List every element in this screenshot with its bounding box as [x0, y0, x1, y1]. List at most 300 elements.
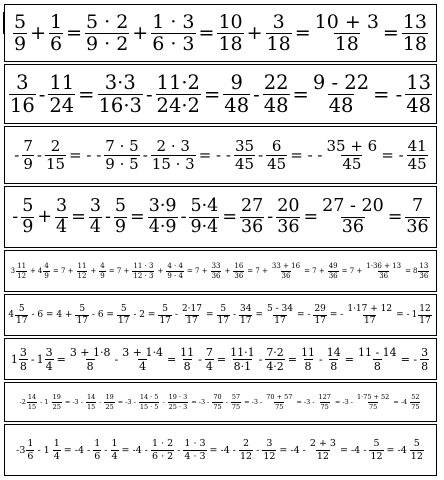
numerator: 52: [411, 393, 420, 401]
denominator: 4: [56, 216, 68, 237]
operator: -: [232, 310, 237, 320]
mixed-number: [412, 305, 433, 326]
equation-3: [12, 136, 428, 173]
whole-part: 8: [412, 267, 418, 275]
numerator: 1: [49, 10, 63, 33]
fraction-body: [405, 73, 432, 115]
fraction-body: [229, 347, 256, 372]
operator: =: [78, 82, 95, 106]
fraction-body: [321, 198, 385, 236]
denominator: 36: [234, 271, 244, 280]
operator: +: [132, 22, 149, 44]
fraction: [404, 198, 430, 236]
equation-9: [16, 439, 425, 461]
fraction-body: [405, 198, 429, 236]
equation-2: [8, 73, 433, 115]
fraction-body: [314, 10, 380, 55]
mixed-number: [38, 263, 51, 280]
numerator: 33 + 16: [271, 261, 301, 270]
fraction-body: [22, 136, 34, 173]
operator: - 1: [37, 444, 50, 456]
fraction-body: [211, 263, 222, 280]
operator: -: [36, 146, 42, 164]
fraction: [157, 305, 172, 326]
fraction-body: [223, 73, 250, 115]
fraction: [54, 198, 69, 236]
operator: = -3 -: [117, 398, 136, 406]
fraction: [409, 394, 421, 410]
denominator: 36: [241, 216, 264, 237]
numerator: 11·2: [156, 71, 200, 94]
equation-row-2: [4, 64, 437, 124]
fraction: [327, 263, 340, 280]
denominator: 15 · 3: [151, 154, 195, 173]
equation-row-4: [4, 186, 437, 248]
fraction: [47, 73, 76, 115]
denominator: 8: [86, 359, 94, 373]
denominator: 45: [407, 154, 427, 173]
denominator: 36: [277, 216, 300, 237]
denominator: 9 · 5: [105, 154, 139, 173]
fraction: [150, 439, 175, 461]
whole-part: 3: [10, 267, 16, 275]
numerator: 2: [50, 136, 61, 155]
numerator: 3: [89, 196, 101, 216]
denominator: 75: [369, 402, 378, 411]
denominator: 4: [53, 450, 60, 462]
operator: -: [225, 398, 228, 406]
operator: = 7 +: [186, 267, 208, 275]
denominator: 12: [77, 271, 87, 280]
denominator: 48: [328, 93, 354, 117]
fraction: [116, 305, 131, 326]
numerator: 11 - 14: [357, 345, 397, 359]
fraction: [68, 347, 113, 372]
numerator: 34: [240, 303, 252, 314]
fraction-body: [9, 73, 36, 115]
operator: +: [246, 22, 263, 44]
operator: =: [166, 352, 177, 366]
fraction-body: [265, 394, 293, 410]
denominator: 16·3: [98, 93, 142, 117]
numerator: 10: [218, 10, 243, 33]
mixed-number: [11, 263, 28, 280]
fraction-body: [266, 10, 292, 55]
numerator: 11: [301, 345, 316, 359]
fraction: [150, 10, 196, 55]
equation-row-5: [4, 250, 437, 292]
operator: -: [198, 352, 202, 366]
operator: = 7 +: [304, 267, 325, 275]
numerator: 70: [213, 393, 222, 401]
fraction-body: [181, 305, 203, 326]
fraction: [313, 10, 381, 55]
fraction-body: [317, 394, 331, 410]
fraction-body: [205, 347, 214, 372]
fraction-body: [271, 263, 301, 280]
denominator: 9: [100, 271, 105, 280]
operator: - 6 =: [91, 310, 114, 320]
fraction: [230, 394, 242, 410]
operator: - 6 = 4 +: [31, 310, 73, 320]
fraction-body: [151, 439, 174, 461]
operator: -: [145, 82, 153, 106]
denominator: 15: [86, 402, 96, 411]
fraction-body: [139, 394, 160, 410]
fraction: [406, 136, 429, 173]
operator: =: [294, 22, 311, 44]
equation-8: [20, 394, 422, 410]
denominator: 9·4: [190, 216, 219, 237]
fraction-body: [21, 198, 34, 236]
denominator: 17: [240, 315, 252, 326]
fraction: [320, 198, 386, 236]
equation-1: [12, 10, 429, 55]
fraction: [264, 394, 294, 410]
fraction-body: [356, 394, 390, 410]
fraction-body: [234, 136, 255, 173]
mixed-number: [20, 394, 39, 410]
operator: =: [405, 267, 411, 275]
fraction: [180, 305, 204, 326]
fraction-body: [48, 73, 75, 115]
fraction-body: [217, 10, 243, 55]
denominator: 12: [17, 271, 27, 280]
numerator: 12: [419, 303, 431, 314]
operator: +: [224, 267, 231, 275]
operator: - 1: [40, 398, 49, 406]
numerator: 7: [205, 345, 213, 359]
denominator: 4: [139, 359, 147, 373]
denominator: 17: [76, 315, 88, 326]
fraction: [345, 305, 394, 326]
operator: =: [344, 352, 354, 366]
numerator: 1: [111, 438, 118, 449]
numerator: 1: [94, 438, 101, 449]
numerator: 3: [421, 345, 429, 359]
fraction: [262, 73, 291, 115]
denominator: 48: [406, 93, 432, 117]
operator: = -3 -: [334, 398, 353, 406]
operator: -: [253, 82, 260, 106]
numerator: 22: [263, 71, 289, 94]
fraction-body: [16, 263, 27, 280]
numerator: 5: [22, 196, 34, 216]
fraction-body: [93, 439, 101, 461]
fraction-body: [233, 263, 244, 280]
operator: =: [216, 352, 227, 366]
fraction-body: [266, 136, 287, 173]
fraction-body: [132, 263, 154, 280]
denominator: 18: [218, 32, 243, 55]
fraction: [110, 439, 120, 461]
fraction-body: [117, 305, 130, 326]
fraction-body: [151, 136, 196, 173]
denominator: 8: [373, 359, 381, 373]
operator: -: [174, 310, 178, 320]
operator: = -: [373, 82, 403, 106]
fraction: [12, 10, 28, 55]
operator: = -3 -: [64, 398, 83, 406]
operator: -: [99, 398, 102, 406]
numerator: 3·3: [104, 71, 136, 94]
denominator: 4: [45, 359, 53, 373]
denominator: 8: [421, 359, 429, 373]
fraction: [261, 439, 277, 461]
operator: = -: [396, 310, 410, 320]
numerator: 11·1: [230, 345, 255, 359]
numerator: 7·2: [266, 345, 284, 359]
fraction: [316, 394, 332, 410]
denominator: 75: [320, 402, 329, 411]
denominator: 25: [105, 402, 114, 411]
operator: =: [56, 352, 66, 366]
denominator: 17: [364, 315, 376, 326]
numerator: 14: [86, 393, 96, 401]
denominator: 75: [231, 402, 241, 411]
denominator: 75: [213, 402, 222, 411]
fraction: [44, 136, 67, 173]
numerator: 11: [77, 261, 87, 270]
fraction: [299, 347, 317, 372]
denominator: 36: [211, 271, 221, 280]
operator: -: [177, 444, 181, 456]
denominator: 36: [406, 216, 429, 237]
whole-part: 1: [10, 352, 18, 366]
denominator: 24: [49, 93, 75, 117]
fraction-body: [114, 198, 127, 236]
fraction-body: [326, 347, 342, 372]
operator: = -: [329, 310, 344, 320]
numerator: 11: [49, 71, 75, 94]
numerator: 6: [271, 136, 282, 155]
fraction-body: [179, 347, 195, 372]
fraction: [182, 439, 207, 461]
fraction: [97, 73, 144, 115]
fraction: [265, 136, 288, 173]
numerator: 29: [314, 303, 326, 314]
fraction-body: [45, 347, 54, 372]
operator: -: [180, 207, 187, 227]
denominator: 9: [114, 216, 127, 237]
fraction-body: [104, 394, 114, 410]
denominator: 9: [44, 271, 49, 280]
operator: =: [255, 310, 264, 320]
numerator: 1·36 + 13: [366, 261, 402, 270]
fraction-body: [217, 305, 230, 326]
numerator: 49: [328, 261, 338, 270]
fraction: [204, 347, 215, 372]
whole-part: -3: [16, 444, 26, 456]
fraction-body: [418, 263, 429, 280]
operator: -: [162, 398, 165, 406]
fraction: [401, 10, 429, 55]
denominator: 8: [330, 359, 338, 373]
operator: = - -: [198, 146, 231, 164]
equation-row-6: [4, 294, 437, 336]
operator: = -4: [393, 398, 408, 406]
denominator: 8·1: [233, 359, 252, 373]
fraction-body: [402, 10, 428, 55]
numerator: 127: [318, 393, 331, 401]
numerator: 9 - 22: [312, 71, 370, 94]
fraction: [131, 263, 155, 280]
numerator: 35 + 6: [326, 136, 378, 155]
denominator: 17: [186, 315, 198, 326]
fraction-body: [239, 305, 252, 326]
fraction: [265, 305, 295, 326]
operator: +: [30, 22, 46, 44]
operator: -: [258, 352, 263, 366]
denominator: 36: [281, 271, 291, 280]
numerator: 14: [326, 345, 341, 359]
fraction-body: [410, 439, 424, 461]
fraction-body: [418, 305, 431, 326]
fraction-body: [156, 73, 201, 115]
fraction: [85, 394, 97, 410]
fraction-body: [410, 394, 420, 410]
equation-6: [8, 305, 433, 326]
operator: =: [205, 310, 214, 320]
numerator: 19: [105, 393, 114, 401]
fraction: [210, 263, 223, 280]
fraction: [275, 198, 301, 236]
numerator: 5·4: [190, 196, 219, 216]
fraction: [113, 198, 128, 236]
operator: = -: [296, 310, 311, 320]
denominator: 75: [411, 402, 420, 411]
operator: =: [66, 22, 82, 44]
numerator: 3: [45, 345, 53, 359]
denominator: 9: [13, 32, 27, 55]
operator: =: [387, 207, 403, 227]
operator: = -: [400, 352, 418, 366]
fraction: [165, 263, 185, 280]
fraction-body: [75, 305, 88, 326]
fraction: [228, 347, 257, 372]
denominator: 25: [52, 402, 61, 411]
operator: =: [382, 22, 399, 44]
fraction: [216, 305, 231, 326]
denominator: 9: [22, 216, 34, 237]
fraction-body: [420, 347, 429, 372]
operator: +: [30, 267, 36, 275]
numerator: 13: [419, 261, 429, 270]
fraction-body: [121, 347, 164, 372]
numerator: 5: [114, 196, 127, 216]
denominator: 36: [419, 271, 429, 280]
fraction: [155, 73, 202, 115]
fraction-body: [231, 394, 241, 410]
numerator: 3: [16, 71, 29, 94]
fraction-body: [151, 10, 195, 55]
fraction: [216, 10, 244, 55]
equation-4: [10, 198, 430, 236]
fraction-body: [19, 347, 28, 372]
fraction: [325, 347, 343, 372]
numerator: 11: [180, 345, 195, 359]
operator: +: [37, 207, 53, 227]
numerator: 57: [231, 393, 241, 401]
mixed-number: [16, 439, 35, 461]
denominator: 45: [234, 154, 255, 173]
operator: = -4 -: [63, 444, 91, 456]
numerator: 27: [241, 196, 264, 216]
mixed-number: [8, 305, 29, 326]
fraction: [364, 263, 403, 280]
fraction: [52, 439, 62, 461]
numerator: 3 + 1·8: [69, 345, 111, 359]
operator: -: [14, 146, 20, 164]
numerator: 3: [272, 10, 285, 33]
fraction: [324, 136, 379, 173]
fraction: [167, 394, 190, 410]
fraction: [419, 347, 430, 372]
denominator: 17: [117, 315, 130, 326]
numerator: 20: [277, 196, 300, 216]
equation-row-1: [4, 4, 437, 62]
operator: = 7 +: [108, 267, 130, 275]
numerator: 35: [234, 136, 255, 155]
numerator: 10 + 3: [314, 10, 379, 33]
numerator: 14: [27, 393, 37, 401]
numerator: 13: [406, 71, 432, 94]
fraction-body: [239, 439, 253, 461]
fraction: [74, 305, 89, 326]
fraction: [270, 263, 302, 280]
equation-5: [11, 263, 431, 280]
denominator: 17: [314, 315, 326, 326]
fraction-body: [328, 263, 339, 280]
denominator: 12: [370, 450, 383, 462]
fraction: [178, 347, 196, 372]
numerator: 3: [19, 345, 27, 359]
numerator: 1·75 + 52: [357, 393, 390, 401]
numerator: 2: [243, 438, 250, 449]
denominator: 17: [274, 315, 286, 326]
numerator: 5: [413, 438, 420, 449]
denominator: 12: [263, 450, 276, 462]
fraction: [238, 305, 253, 326]
fraction: [48, 10, 64, 55]
numerator: 5 - 34: [267, 303, 293, 314]
numerator: 3·9: [148, 196, 177, 216]
fraction-body: [53, 439, 61, 461]
numerator: 33: [211, 261, 221, 270]
operator: =: [292, 82, 309, 106]
denominator: 15 · 5: [139, 402, 159, 411]
fraction-body: [300, 347, 316, 372]
numerator: 4 · 4: [167, 261, 183, 270]
equation-row-7: [4, 338, 437, 380]
fraction: [264, 347, 286, 372]
fraction: [88, 198, 103, 236]
denominator: 45: [342, 154, 362, 173]
numerator: 2·17: [181, 303, 202, 314]
whole-part: 4: [37, 267, 43, 275]
fraction-body: [43, 263, 49, 280]
numerator: 1 · 3: [152, 10, 195, 33]
equation-row-8: [4, 382, 437, 422]
denominator: 15: [45, 154, 66, 173]
numerator: 5: [13, 10, 27, 33]
numerator: 1 · 3: [184, 438, 206, 449]
fraction: [20, 198, 35, 236]
fraction: [92, 439, 102, 461]
denominator: 8: [19, 359, 27, 373]
numerator: 5: [220, 303, 227, 314]
operator: -: [319, 352, 323, 366]
